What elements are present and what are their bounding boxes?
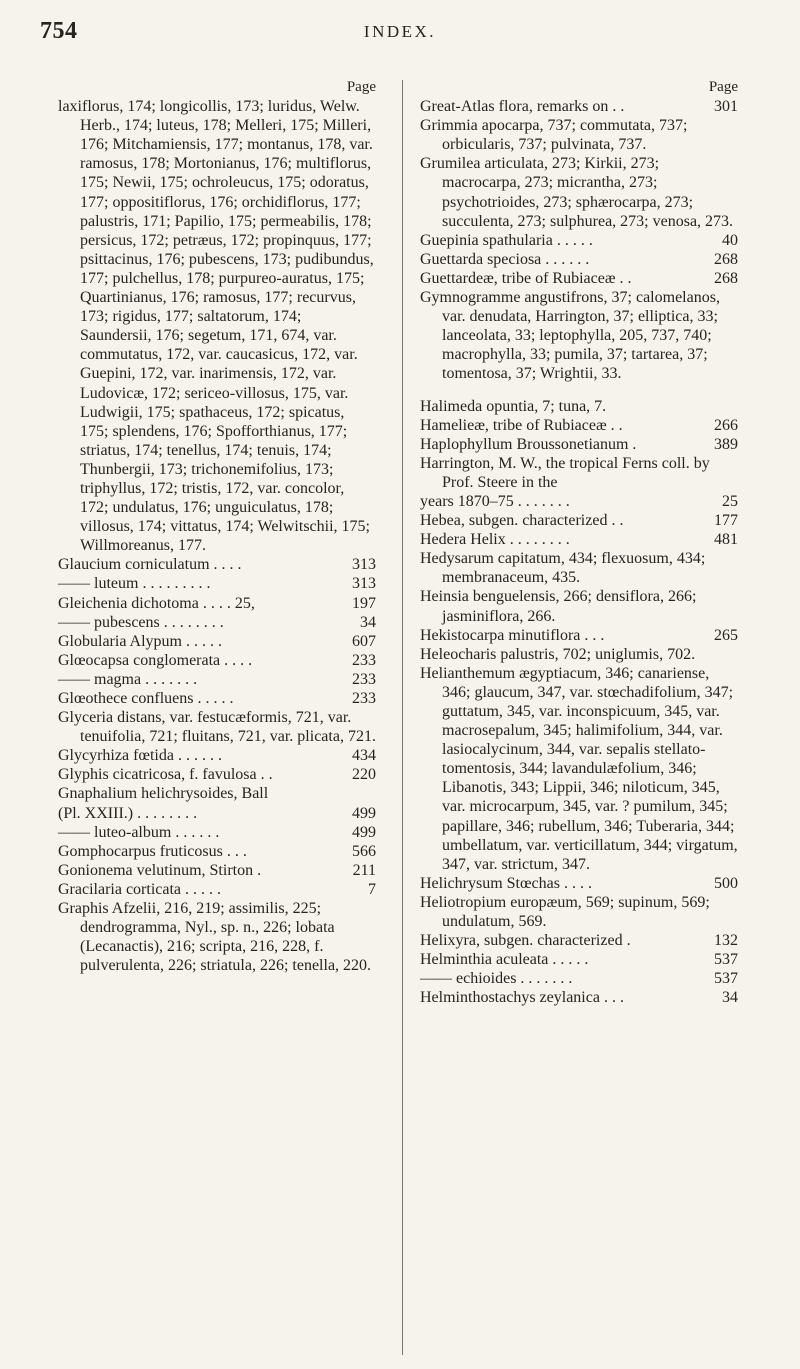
entry-page-number: 233	[352, 670, 376, 688]
entry-term: —— luteum . . . . . . . . .	[58, 575, 211, 593]
entry-term: —— luteo-album . . . . . .	[58, 823, 220, 841]
index-entry: Heleocharis palustris, 702; uniglumis, 702.	[420, 645, 696, 663]
index-entry	[420, 988, 738, 1007]
index-entry	[420, 435, 738, 454]
index-entry	[58, 689, 376, 708]
index-entry	[420, 492, 738, 511]
index-entry	[58, 746, 376, 765]
entry-term: —— echioides . . . . . . .	[420, 970, 573, 988]
entry-term: Hebea, subgen. characterized . .	[420, 512, 624, 530]
entry-term: Glyphis cicatricosa, f. favulosa . .	[58, 766, 273, 784]
index-entry: Halimeda opuntia, 7; tuna, 7.	[420, 397, 607, 415]
entry-page-number: 211	[352, 861, 376, 879]
index-entry	[58, 670, 376, 689]
index-entry	[420, 530, 738, 549]
section-gap	[420, 384, 738, 397]
index-entry	[420, 931, 738, 950]
entry-term: Helminthia aculeata . . . . .	[420, 951, 589, 969]
index-entry	[58, 574, 376, 593]
index-entry	[58, 880, 376, 899]
entry-term: Glœocapsa conglomerata . . . .	[58, 651, 253, 669]
index-entry	[58, 594, 376, 613]
index-entry: Hedysarum capitatum, 434; flexuosum, 434; membranaceum, 435.	[420, 550, 706, 587]
entry-term: Hameliеæ, tribe of Rubiaceæ . .	[420, 416, 623, 434]
column-page-label: Page	[346, 79, 376, 95]
index-entry: Harrington, M. W., the tropical Ferns coll. by Prof. Steere in the	[420, 454, 710, 491]
entry-page-number: 220	[352, 766, 376, 784]
entry-page-number: 233	[352, 690, 376, 707]
entry-term: Helichrysum Stœchas . . . .	[420, 874, 592, 892]
entry-term: —— magma . . . . . . .	[58, 670, 198, 688]
entry-term: Gracilaria corticata . . . . .	[58, 880, 222, 898]
entry-page-number: 481	[714, 531, 738, 549]
index-entry	[58, 861, 376, 880]
index-entry	[420, 97, 738, 116]
index-entry	[58, 823, 376, 842]
entry-page-number: 34	[722, 989, 738, 1007]
index-entry	[420, 511, 738, 530]
entry-page-number: 434	[352, 747, 376, 765]
index-entry	[420, 269, 738, 288]
entry-term: Haplophyllum Broussonetianum .	[420, 435, 637, 453]
entry-page-number: 268	[714, 269, 738, 287]
entry-term: Great-Atlas flora, remarks on . .	[420, 98, 625, 116]
entry-page-number: 265	[714, 626, 738, 644]
index-entry	[58, 555, 376, 574]
entry-page-number: 34	[360, 613, 376, 631]
index-entry	[58, 613, 376, 632]
index-entry: Helianthemum ægyptiacum, 346; canariense, 346; glaucum, 347, var. stœchadifolium, 347; guttatum, 345, var. inconspicuum, 345, var. macrosepalum, 345; halimifolium, 344, var. lasiocalycinum, 344, var. sepalis stellato-tomentosis, 344; lavandulæfolium, 346; Libanotis, 343; Lippii, 346; niloticum, 345, var. microcarpum, 345, var. ? pumilum, 345; papillare, 346; rubellum, 346; Tuberaria, 344; umbellatum, var. verticillatum, 344; virgatum, 347, var. strictum, 347.	[420, 664, 738, 873]
index-entry	[420, 874, 738, 893]
entry-page-number: 40	[722, 231, 738, 249]
entry-page-number: 607	[352, 632, 376, 650]
entry-term: Gonionema velutinum, Stirton .	[58, 861, 262, 879]
index-entry	[58, 804, 376, 823]
entry-page-number: 537	[714, 951, 738, 969]
entry-term: Guettardeæ, tribe of Rubiaceæ . .	[420, 269, 632, 287]
left-column	[58, 78, 376, 975]
entry-term: Hedera Helix . . . . . . . .	[420, 531, 570, 549]
index-entry	[420, 950, 738, 969]
entry-page-number: 197	[352, 594, 376, 612]
entry-term: years 1870–75 . . . . . . .	[420, 492, 570, 510]
index-entry: laxiflorus, 174; longicollis, 173; luridus, Welw. Herb., 174; luteus, 178; Melleri, 175; Milleri, 176; Mitchamiensis, 177; montanus, 178, var. ramosus, 178; Mortonianus, 176; multiflorus, 175; Newii, 175; ochroleucus, 175; odoratus, 177; oppositiflorus, 176; orchidiflorus, 177; palustris, 171; Papilio, 175; permeabilis, 178; persicus, 172; petræus, 172; propinquus, 177; psittacinus, 176; pubescens, 173; pudibundus, 177; pulchellus, 178; purpureo-auratus, 175; Quartinianus, 176; ramosus, 177; recurvus, 173; rigidus, 177; saltatorum, 174; Saundersii, 176; segetum, 171, 674, var. commutatus, 172, var. caucasicus, 172, var. Guepini, 172, var. inarimensis, 172, var. Ludovicæ, 172; sericeo-villosus, 175, var. Ludwigii, 175; spathaceus, 172; spicatus, 175; splendens, 176; Spofforthianus, 177; striatus, 174; tenellus, 174; tenuis, 174; Thunbergii, 173; trichonemifolius, 173; triphyllus, 172; tristis, 172, var. concolor, 172; undulatus, 176; unguiculatus, 178; villosus, 174; vittatus, 174; Welwitschii, 175; Willmoreanus, 177.	[58, 98, 374, 555]
entry-term: Helixyra, subgen. characterized .	[420, 932, 631, 950]
index-entry: Heinsia benguelensis, 266; densiflora, 266; jasminiflora, 266.	[420, 588, 697, 625]
entry-term: Globularia Alypum . . . . .	[58, 632, 222, 650]
entry-page-number: 313	[352, 556, 376, 574]
running-head: INDEX.	[363, 22, 437, 41]
index-entry: Heliotropium europæum, 569; supinum, 569; undulatum, 569.	[420, 893, 710, 931]
entry-page-number: 389	[714, 435, 738, 453]
page-number: 754	[40, 18, 78, 44]
index-entry: Grumilea articulata, 273; Kirkii, 273; macrocarpa, 273; micrantha, 273; psychotrioides, 273; sphærocarpa, 273; succulenta, 273; sulphurea, 273; venosa, 273.	[420, 155, 734, 230]
column-divider	[402, 80, 403, 1355]
entry-term: Helminthostachys zeylanica . . .	[420, 989, 624, 1007]
entry-page-number: 301	[714, 98, 738, 116]
index-entry	[58, 651, 376, 670]
entry-page-number: 500	[714, 874, 738, 892]
entry-term: Gomphocarpus fruticosus . . .	[58, 842, 247, 860]
entry-page-number: 25	[722, 492, 738, 510]
entry-page-number: 313	[352, 575, 376, 593]
index-entry	[58, 765, 376, 784]
index-entry: Graphis Afzelii, 216, 219; assimilis, 225; dendrogramma, Nyl., sp. n., 226; lobata (Lecanactis), 216; scripta, 216, 228, f. pulverulenta, 226; striatula, 226; tenella, 220.	[58, 900, 372, 975]
right-column	[420, 78, 738, 1008]
index-entry	[420, 969, 738, 988]
page-header	[0, 18, 800, 58]
entry-page-number: 268	[714, 250, 738, 268]
entry-term: —— pubescens . . . . . . . .	[58, 613, 224, 631]
entry-page-number: 537	[714, 970, 738, 988]
entry-term: Glycyrhiza fœtida . . . . . .	[58, 747, 222, 765]
entry-term: Hekistocarpa minutiflora . . .	[420, 626, 605, 644]
index-entry: Gnaphalium helichrysoides, Ball	[58, 785, 269, 803]
index-entry	[420, 626, 738, 645]
entry-page-number: 132	[714, 932, 738, 950]
entry-page-number: 177	[714, 512, 738, 530]
index-entry	[420, 231, 738, 250]
entry-term: Glaucium corniculatum . . . .	[58, 556, 242, 574]
entry-page-number: 499	[352, 823, 376, 841]
entry-term: (Pl. XXIII.) . . . . . . . .	[58, 804, 198, 822]
entry-term: Guepinia spathularia . . . . .	[420, 231, 593, 249]
entry-term: Glœothece confluens . . . . .	[58, 690, 234, 707]
entry-page-number: 233	[352, 651, 376, 669]
entry-page-number: 566	[352, 842, 376, 860]
entry-page-number: 266	[714, 416, 738, 434]
entry-page-number: 7	[368, 880, 376, 898]
index-entry: Grimmia apocarpa, 737; commutata, 737; orbicularis, 737; pulvinata, 737.	[420, 117, 688, 154]
entry-page-number: 499	[352, 804, 376, 822]
index-entry	[420, 416, 738, 435]
index-entry: Glyceria distans, var. festucæformis, 721, var. tenuifolia, 721; fluitans, 721, var. plicata, 721.	[58, 709, 376, 746]
index-entry	[58, 632, 376, 651]
column-page-label: Page	[708, 79, 738, 95]
index-entry	[58, 842, 376, 861]
entry-term: Gleichenia dichotoma . . . . 25,	[58, 594, 255, 612]
entry-term: Guettarda speciosa . . . . . .	[420, 250, 590, 268]
index-entry	[420, 250, 738, 269]
index-entry: Gymnogramme angustifrons, 37; calomelanos, var. denudata, Harrington, 37; elliptica, 33; lanceolata, 33; leptophylla, 205, 737, 740; macrophylla, 33; pumila, 37; tartarea, 37; tomentosa, 37; Wrightii, 33.	[420, 289, 720, 383]
